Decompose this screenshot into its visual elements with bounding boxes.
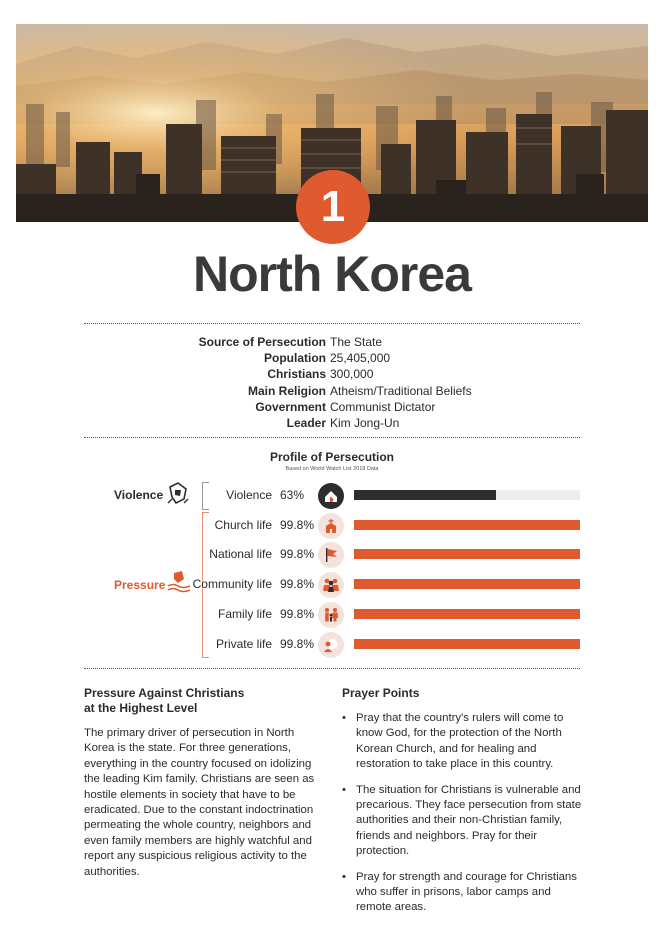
- divider: [84, 437, 580, 438]
- fact-row: [0, 399, 664, 415]
- pressure-group-label: Pressure: [114, 578, 166, 592]
- profile-row-percent: 99.8%: [280, 518, 315, 532]
- fact-row: [0, 415, 664, 431]
- profile-row: [192, 573, 582, 597]
- rank-badge: 1: [296, 170, 370, 244]
- prayer-point: • Pray for strength and courage for Christians who suffer in prisons, labor camps and remote areas.: [342, 870, 582, 916]
- profile-row-percent: 99.8%: [280, 637, 315, 651]
- community-icon: [318, 572, 344, 598]
- profile-row-bar: [354, 549, 580, 559]
- private-person-icon: [318, 632, 344, 658]
- fact-key: Source of Persecution: [198, 335, 326, 349]
- profile-row-track: [354, 549, 580, 559]
- profile-row-track: [354, 520, 580, 530]
- prayer-point: • Pray that the country's rulers will come to know God, for the protection of the North Korean Church, and for healing and restoration to take place in this country.: [342, 711, 582, 773]
- country-title: North Korea: [193, 246, 471, 302]
- fact-value: Kim Jong-Un: [330, 416, 400, 431]
- profile-subtitle: Based on World Watch List 2018 Data: [285, 466, 379, 472]
- pressure-section: [84, 686, 322, 880]
- fact-value: Communist Dictator: [330, 399, 436, 414]
- profile-row: [200, 484, 582, 508]
- pressure-section-body: The primary driver of persecution in North Korea is the state. For three generations, everything in the country focused on idolizing the leading Kim family. Christians are seen as hostile elements in society that have to be eradicated. Due to the constant indoctrination permeating the whole country, neighbors and even family members are highly watchful and report any suspicious religious activity to the authorities.: [84, 727, 315, 878]
- family-icon: [318, 602, 344, 628]
- divider: [84, 668, 580, 669]
- heading-line: Pressure Against Christians: [84, 686, 245, 700]
- prayer-section: [342, 686, 582, 926]
- profile-row-label: Private life: [215, 637, 272, 651]
- profile-row: [200, 633, 582, 657]
- fact-value: 25,405,000: [330, 351, 391, 366]
- profile-row-track: [354, 609, 580, 619]
- profile-row-bar: [354, 609, 580, 619]
- profile-row-bar: [354, 639, 580, 649]
- heading-line: at the Highest Level: [84, 701, 198, 715]
- prayer-point: • The situation for Christians is vulnerable and precarious. They face persecution from state authorities and their non-Christian family, friends and neighbors. Pray for their protection.: [342, 783, 582, 860]
- profile-row-label: Violence: [226, 488, 272, 502]
- fact-key: Main Religion: [248, 383, 326, 398]
- country-facts: [0, 334, 664, 431]
- profile-row: [200, 543, 582, 567]
- profile-row-percent: 99.8%: [280, 607, 315, 621]
- prayer-list: [342, 711, 582, 916]
- fact-key: Leader: [286, 416, 326, 431]
- church-icon: [318, 513, 344, 539]
- profile-row-percent: 99.8%: [280, 547, 315, 561]
- profile-row-bar: [354, 579, 580, 589]
- violence-group-label: Violence: [114, 488, 164, 502]
- fact-row: [0, 366, 664, 382]
- profile-row-track: [354, 639, 580, 649]
- fact-row: [0, 350, 664, 366]
- fact-key: Christians: [267, 367, 326, 382]
- profile-row-label: Community life: [192, 577, 272, 591]
- profile-row-label: Church life: [214, 518, 272, 532]
- profile-row-bar: [354, 490, 496, 500]
- profile-row-track: [354, 579, 580, 589]
- violence-group-icon: [166, 481, 190, 512]
- profile-row-label: National life: [209, 547, 272, 561]
- profile-row-label: Family life: [217, 607, 272, 621]
- profile-row-percent: 99.8%: [280, 577, 315, 591]
- pressure-section-heading: [84, 686, 322, 716]
- fact-value: The State: [330, 335, 383, 349]
- profile-title: Profile of Persecution: [269, 450, 395, 464]
- profile-row-bar: [354, 520, 580, 530]
- fact-key: Government: [255, 399, 326, 414]
- divider: [84, 323, 580, 324]
- profile-row-percent: 63%: [280, 488, 305, 502]
- fact-row: [0, 383, 664, 399]
- profile-row-track: [354, 490, 580, 500]
- fact-key: Population: [264, 351, 326, 366]
- flag-icon: [318, 542, 344, 568]
- profile-row: [200, 514, 582, 538]
- prayer-heading: Prayer Points: [342, 686, 420, 700]
- fact-value: 300,000: [330, 367, 374, 382]
- house-fire-icon: [318, 483, 344, 509]
- profile-row: [200, 603, 582, 627]
- fact-value: Atheism/Traditional Beliefs: [330, 383, 472, 398]
- fact-row: [0, 334, 664, 350]
- pressure-group-icon: [166, 569, 192, 600]
